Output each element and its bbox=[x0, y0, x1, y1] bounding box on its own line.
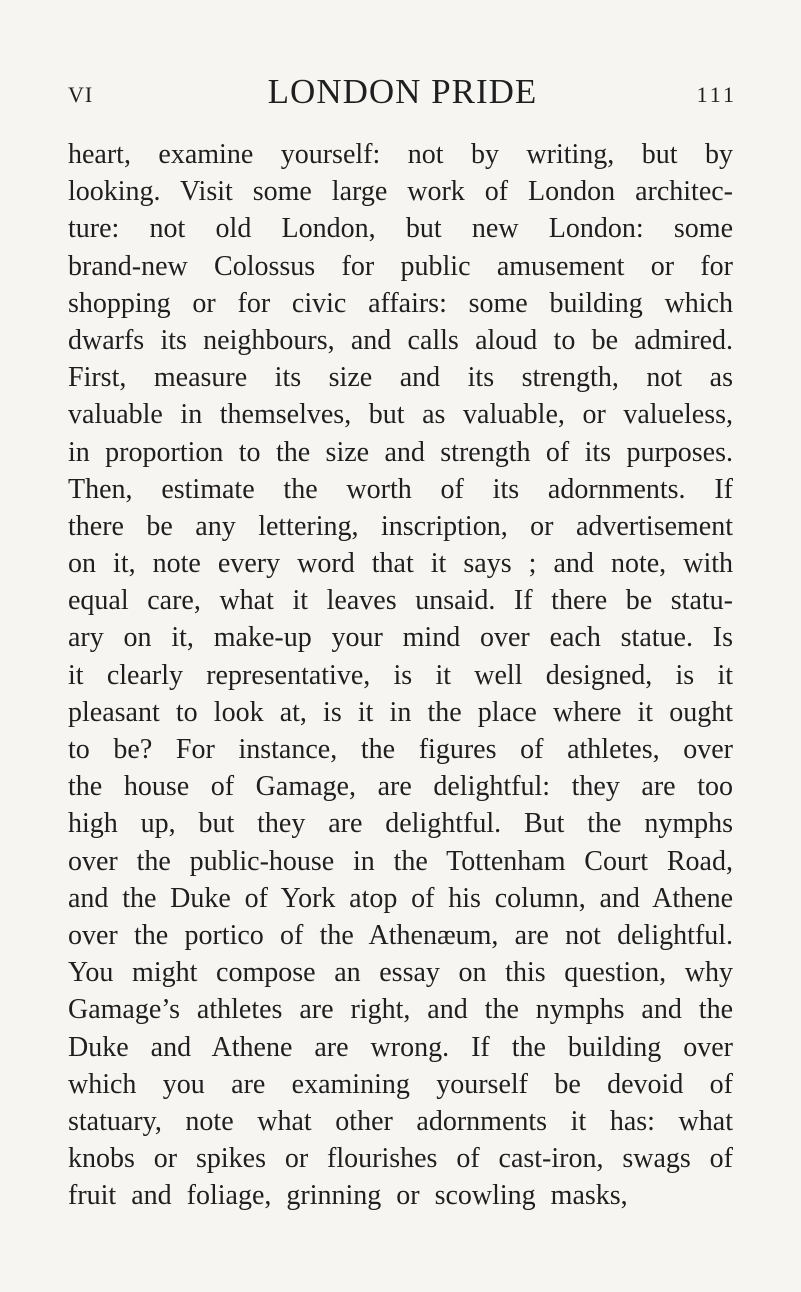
text-line: it clearly representative, is it well designed, is it bbox=[68, 659, 733, 691]
page-header bbox=[68, 72, 737, 116]
text-line: dwarfs its neighbours, and calls aloud to be admired. bbox=[68, 324, 733, 356]
text-line: pleasant to look at, is it in the place where it ought bbox=[68, 696, 733, 728]
text-line: looking. Visit some large work of London architec- bbox=[68, 176, 733, 208]
text-line: You might compose an essay on this question, why bbox=[68, 957, 733, 989]
text-line: Then, estimate the worth of its adornments. If bbox=[68, 473, 733, 505]
text-line: which you are examining yourself be devoid of bbox=[68, 1068, 733, 1100]
text-line: there be any lettering, inscription, or advertisement bbox=[68, 510, 733, 542]
running-title: LONDON PRIDE bbox=[267, 72, 538, 111]
text-line: statuary, note what other adornments it has: what bbox=[68, 1105, 733, 1137]
text-line: over the portico of the Athenæum, are not delightful. bbox=[68, 919, 733, 951]
text-line: equal care, what it leaves unsaid. If there be statu- bbox=[68, 585, 733, 617]
text-line: Duke and Athene are wrong. If the building over bbox=[68, 1031, 733, 1063]
text-line: and the Duke of York atop of his column, and Athene bbox=[68, 882, 733, 914]
text-line: brand-new Colossus for public amusement or for bbox=[68, 250, 733, 282]
text-line: the house of Gamage, are delightful: they are too bbox=[68, 771, 733, 803]
text-line: shopping or for civic affairs: some building which bbox=[68, 287, 733, 319]
page-number: 111 bbox=[696, 82, 737, 107]
text-line: ary on it, make-up your mind over each statue. Is bbox=[68, 622, 733, 654]
text-line: on it, note every word that it says ; and note, with bbox=[68, 548, 733, 580]
text-line: in proportion to the size and strength of its purposes. bbox=[68, 436, 733, 468]
text-line: high up, but they are delightful. But the nymphs bbox=[68, 808, 733, 840]
text-line: valuable in themselves, but as valuable, or valueless, bbox=[68, 399, 733, 431]
text-line: fruit and foliage, grinning or scowling masks, bbox=[68, 1180, 628, 1212]
text-line: First, measure its size and its strength, not as bbox=[68, 362, 733, 394]
text-line: to be? For instance, the figures of athletes, over bbox=[68, 734, 733, 765]
text-line: knobs or spikes or flourishes of cast-iron, swags of bbox=[68, 1143, 733, 1175]
text-line: heart, examine yourself: not by writing, but by bbox=[68, 139, 733, 170]
text-line: ture: not old London, but new London: some bbox=[68, 213, 733, 245]
text-line: Gamage’s athletes are right, and the nymphs and the bbox=[68, 994, 733, 1026]
text-line: over the public-house in the Tottenham Court Road, bbox=[68, 845, 733, 877]
chapter-number: VI bbox=[68, 82, 94, 107]
body-text bbox=[68, 136, 733, 1214]
